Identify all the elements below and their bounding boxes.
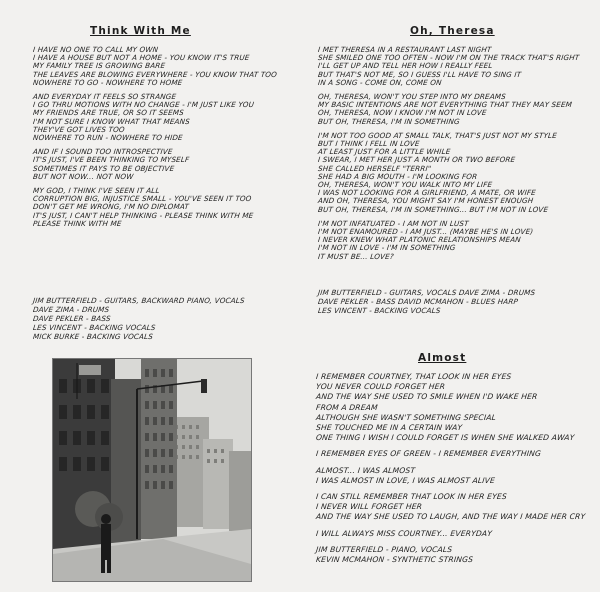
lyric-line: THEY'VE GOT LIVES TOO: [32, 124, 126, 134]
lyric-line: BUT NOT NOW... NOT NOW: [32, 171, 134, 181]
lyric-line: ONE THING I WISH I COULD FORGET IS WHEN SHE WALKED AWAY: [315, 433, 575, 443]
credits-oh-theresa: [318, 288, 535, 315]
lyric-line: I NEVER KNEW WHAT PLATONIC RELATIONSHIPS MEAN: [317, 235, 522, 245]
lyric-line: DON'T GET ME WRONG, I'M NO DIPLOMAT: [32, 202, 190, 212]
lyric-line: I REMEMBER COURTNEY, THAT LOOK IN HER EYES: [315, 372, 512, 381]
lyrics-almost: [316, 372, 585, 565]
lyric-line: MY FRIENDS ARE TRUE, OR SO IT SEEMS: [32, 108, 185, 118]
lyric-line: MY BASIC INTENTIONS ARE NOT EVERYTHING THAT THEY MAY SEEM: [317, 100, 573, 110]
lyric-line: I'M NOT TOO GOOD AT SMALL TALK, THAT'S JUST NOT MY STYLE: [317, 130, 558, 140]
lyric-line: JIM BUTTERFIELD - PIANO, VOCALS: [315, 544, 453, 554]
song-title-think-with-me: Think With Me: [90, 25, 191, 37]
lyric-line: SOMETIMES IT PAYS TO BE OBJECTIVE: [32, 163, 175, 173]
lyric-line: BUT OH, THERESA, I'M IN SOMETHING... BUT I'M NOT IN LOVE: [317, 204, 549, 214]
lyric-line: ALMOST... I WAS ALMOST: [315, 465, 416, 475]
lyric-line: OH, THERESA, WON'T YOU WALK INTO MY LIFE: [317, 180, 493, 190]
lyric-line: JIM BUTTERFIELD - GUITARS, BACKWARD PIANO, VOCALS: [32, 296, 246, 305]
lyric-line: I REMEMBER EYES OF GREEN - I REMEMBER EVERYTHING: [315, 449, 542, 459]
lyric-line: THE LEAVES ARE BLOWING EVERYWHERE - YOU KNOW THAT TOO: [32, 69, 278, 79]
lyric-line: IT MUST BE... LOVE?: [317, 251, 395, 261]
lyric-line: AT LEAST JUST FOR A LITTLE WHILE: [317, 147, 451, 157]
lyric-line: SHE HAD A BIG MOUTH - I'M LOOKING FOR: [317, 171, 478, 181]
lyric-line: OH, THERESA, WON'T YOU STEP INTO MY DREAMS: [317, 92, 507, 102]
lyric-line: LES VINCENT - BACKING VOCALS: [32, 323, 156, 332]
lyric-line: I'M NOT ENAMOURED - I AM JUST... (MAYBE HE'S IN LOVE): [317, 227, 534, 237]
lyric-line: DAVE PEKLER - BASS: [32, 314, 112, 323]
lyric-line: LES VINCENT - BACKING VOCALS: [317, 306, 441, 315]
lyric-line: FROM A DREAM: [315, 402, 379, 412]
lyric-line: SHE CALLED HERSELF "TERRI": [317, 163, 432, 173]
lyric-line: DAVE ZIMA - DRUMS: [32, 305, 110, 314]
lyric-line: BUT I THINK I FELL IN LOVE: [317, 139, 421, 149]
credits-think-with-me: [33, 296, 245, 341]
lyric-line: SHE TOUCHED ME IN A CERTAIN WAY: [315, 423, 463, 433]
lyric-line: I'M NOT INFATUATED - I AM NOT IN LUST: [317, 218, 470, 228]
lyric-line: BUT OH, THERESA, I'M IN SOMETHING: [317, 116, 461, 126]
song-title-oh-theresa: Oh, Theresa: [410, 25, 495, 37]
song-title-almost: Almost: [418, 352, 467, 364]
lyric-line: MICK BURKE - BACKING VOCALS: [32, 332, 154, 341]
lyric-line: YOU NEVER COULD FORGET HER: [315, 382, 446, 392]
lyric-line: AND OH, THERESA, YOU MIGHT SAY I'M HONEST ENOUGH: [317, 196, 534, 206]
lyric-line: AND THE WAY SHE USED TO SMILE WHEN I'D WAKE HER: [315, 392, 538, 402]
lyric-line: I MET THERESA IN A RESTAURANT LAST NIGHT: [317, 45, 492, 54]
city-street-photo-image: [53, 359, 251, 581]
lyric-line: AND IF I SOUND TOO INTROSPECTIVE: [32, 147, 174, 157]
lyric-line: IN A SONG - COME ON, COME ON: [317, 77, 443, 87]
lyric-line: I'M NOT IN LOVE - I'M IN SOMETHING: [317, 243, 456, 253]
lyrics-think-with-me: [33, 46, 277, 228]
lyric-line: I NEVER WILL FORGET HER: [315, 502, 423, 512]
lyric-line: I'LL GET UP AND TELL HER HOW I REALLY FEEL: [317, 61, 493, 71]
lyric-line: I WILL ALWAYS MISS COURTNEY... EVERYDAY: [315, 528, 493, 538]
lyric-line: KEVIN MCMAHON - SYNTHETIC STRINGS: [315, 555, 474, 565]
lyrics-oh-theresa: [318, 46, 579, 261]
lyric-line: ALTHOUGH SHE WASN'T SOMETHING SPECIAL: [315, 412, 497, 422]
lyric-line: I HAVE NO ONE TO CALL MY OWN: [32, 45, 159, 54]
lyric-line: CORRUPTION BIG, INJUSTICE SMALL - YOU'VE SEEN IT TOO: [32, 194, 252, 204]
lyric-line: AND EVERYDAY IT FEELS SO STRANGE: [32, 92, 177, 102]
city-street-photo: [52, 358, 252, 582]
lyric-line: I GO THRU MOTIONS WITH NO CHANGE - I'M JUST LIKE YOU: [32, 100, 255, 110]
lyric-line: NOWHERE TO GO - NOWHERE TO HOME: [32, 77, 183, 87]
lyric-line: I'M NOT SURE I KNOW WHAT THAT MEANS: [32, 116, 191, 126]
lyric-line: DAVE PEKLER - BASS DAVID MCMAHON - BLUES HARP: [317, 297, 519, 306]
lyric-line: IT'S JUST, I CAN'T HELP THINKING - PLEASE THINK WITH ME: [32, 210, 254, 220]
lyric-line: BUT THAT'S NOT ME, SO I GUESS I'LL HAVE TO SING IT: [317, 69, 522, 79]
lyric-line: JIM BUTTERFIELD - GUITARS, VOCALS DAVE ZIMA - DRUMS: [317, 288, 536, 297]
lyric-line: SHE SMILED ONE TOO OFTEN - NOW I'M ON THE TRACK THAT'S RIGHT: [317, 53, 580, 63]
lyric-line: I HAVE A HOUSE BUT NOT A HOME - YOU KNOW IT'S TRUE: [32, 53, 250, 63]
lyric-line: OH, THERESA, NOW I KNOW I'M NOT IN LOVE: [317, 108, 488, 118]
lyric-line: PLEASE THINK WITH ME: [32, 218, 123, 228]
lyric-line: I WAS NOT LOOKING FOR A GIRLFRIEND, A MATE, OR WIFE: [317, 188, 537, 198]
lyric-line: MY FAMILY TREE IS GROWING BARE: [32, 61, 166, 71]
lyric-line: NOWHERE TO RUN - NOWHERE TO HIDE: [32, 133, 184, 143]
lyric-line: MY GOD, I THINK I'VE SEEN IT ALL: [32, 186, 161, 196]
lyric-line: AND THE WAY SHE USED TO LAUGH, AND THE WAY I MADE HER CRY: [315, 512, 586, 522]
lyric-line: I SWEAR, I MET HER JUST A MONTH OR TWO BEFORE: [317, 155, 516, 165]
lyric-line: I WAS ALMOST IN LOVE, I WAS ALMOST ALIVE: [315, 475, 496, 485]
lyric-line: IT'S JUST, I'VE BEEN THINKING TO MYSELF: [32, 155, 190, 165]
lyric-line: I CAN STILL REMEMBER THAT LOOK IN HER EYES: [315, 492, 508, 502]
